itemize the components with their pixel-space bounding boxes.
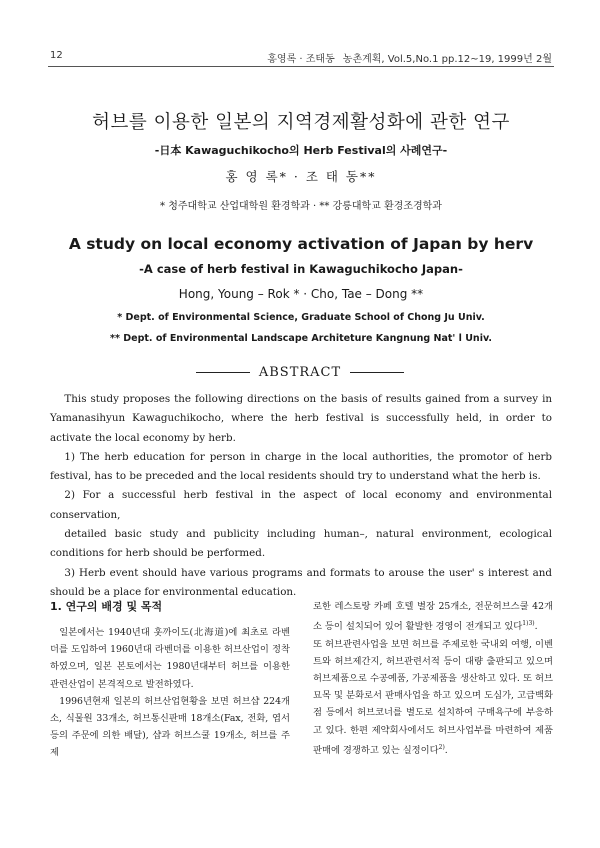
english-subtitle: -A case of herb festival in Kawaguchikocho Japan- [139,262,463,276]
korean-title: 허브를 이용한 일본의 지역경제활성화에 관한 연구 [92,112,510,133]
abstract-paragraph: detailed basic study and publicity including human–, natural environment, ecological conditions for herb should be performed. [50,528,552,560]
abstract-paragraph: 3) Herb event should have various programs and formats to arouse the user' s interest and should be a place for environmental education. [50,566,552,598]
body-paragraph: 1996년현재 일본의 허브산업현황을 보면 허브샵 224개소, 식물원 33개소, 허브통신판매 18개소(Fax, 전화, 엽서 등의 주문에 의한 배달), 샵과 허브스쿨 19개소, 허브를 주제 [50,695,290,759]
abstract-paragraph: This study proposes the following directions on the basis of results gained from a survey in Yamanasihyun Kawaguchikocho, where the herb festival is successfully held, in order to activate the local economy by herb. [50,393,552,444]
abstract-body [50,390,552,602]
korean-affiliations: * 청주대학교 산업대학원 환경학과 · ** 강릉대학교 환경조경학과 [160,201,442,212]
journal-citation: 농촌계획, Vol.5,No.1 pp.12~19, 1999년 2월 [342,54,552,65]
abstract-rule-right [350,372,404,373]
citation-superscript: 1)3) [522,620,535,628]
body-paragraph: 일본에서는 1940년대 훗까이도(北海道)에 최초로 라벤더를 도입하여 1960년대 라벤더를 이용한 허브산업이 정착하였으며, 일본 본토에서는 1980년대부터 허브를 이용한 관련산업이 본격적으로 발전하였다. [50,627,290,690]
english-authors: Hong, Young – Rok * · Cho, Tae – Dong ** [178,287,424,301]
citation-superscript: 2) [438,743,445,751]
body-paragraph: 로한 레스토랑 카페 호텔 별장 25개소, 전문허브스쿨 42개소 등이 설치되어 있어 활발한 경영이 전개되고 있다$^{1)3)}$. [313,601,553,633]
abstract-heading [0,362,600,381]
english-affiliation-1: * Dept. of Environmental Science, Graduate School of Chong Ju Univ. [117,312,485,323]
korean-subtitle: -日本 Kawaguchikocho의 Herb Festival의 사례연구- [154,144,448,157]
abstract-paragraph: 1) The herb education for person in charge in the local authorities, the promotor of herb festival, has to be preceded and the local residents should try to understand what the herb is. [50,450,552,483]
korean-authors: 홍 영 록* · 조 태 동** [225,169,377,184]
english-title: A study on local economy activation of Japan by herv [68,235,534,253]
body-column-right [313,598,553,759]
header-rule [48,66,554,67]
abstract-heading-text: ABSTRACT [258,365,342,380]
abstract-paragraph: 2) For a successful herb festival in the aspect of local economy and environmental conservation, [50,489,552,521]
body-paragraph-text: 또 허브관련사업을 보면 허브를 주제로한 국내외 여행, 이벤트와 허브제간지, 허브관련서적 등이 대량 출판되고 있으며 허브제품으로 수공예품, 가공제품을 생산하고 있다. 또 허브묘목 및 분화로서 판매사업을 하고 있으며 도심가, 고급백화점 등에서 허브코너를 별도로 설치하여 구매욕구에 부응하고 있다. 한편 제약회사에서도 허브사업부를 마련하여 제품판매에 경쟁하고 있는 실정이다 [313,638,553,756]
page-number: 12 [50,50,63,61]
body-column-left [50,598,290,762]
body-paragraph: 또 허브관련사업을 보면 허브를 주제로한 국내외 여행, 이벤트와 허브제간지, 허브관련서적 등이 대량 출판되고 있으며 허브제품으로 수공예품, 가공제품을 생산하고 있다. 또 허브묘목 및 분화로서 판매사업을 하고 있으며 도심가, 고급백화점 등에서 허브코너를 별도로 설치하여 구매욕구에 부응하고 있다. 한편 제약회사에서도 허브사업부를 마련하여 제품판매에 경쟁하고 있는 실정이다$^{2)}$. [313,638,553,756]
section-heading: 1. 연구의 배경 및 목적 [50,600,163,613]
body-paragraph-text: 로한 레스토랑 카페 호텔 별장 25개소, 전문허브스쿨 42개소 등이 설치되어 있어 활발한 경영이 전개되고 있다 [313,601,553,633]
running-header [50,50,552,66]
abstract-rule-left [196,372,250,373]
english-affiliation-2: ** Dept. of Environmental Landscape Architeture Kangnung Nat' l Univ. [110,333,492,344]
header-authors: 홍영록 · 조태동 [267,54,335,65]
